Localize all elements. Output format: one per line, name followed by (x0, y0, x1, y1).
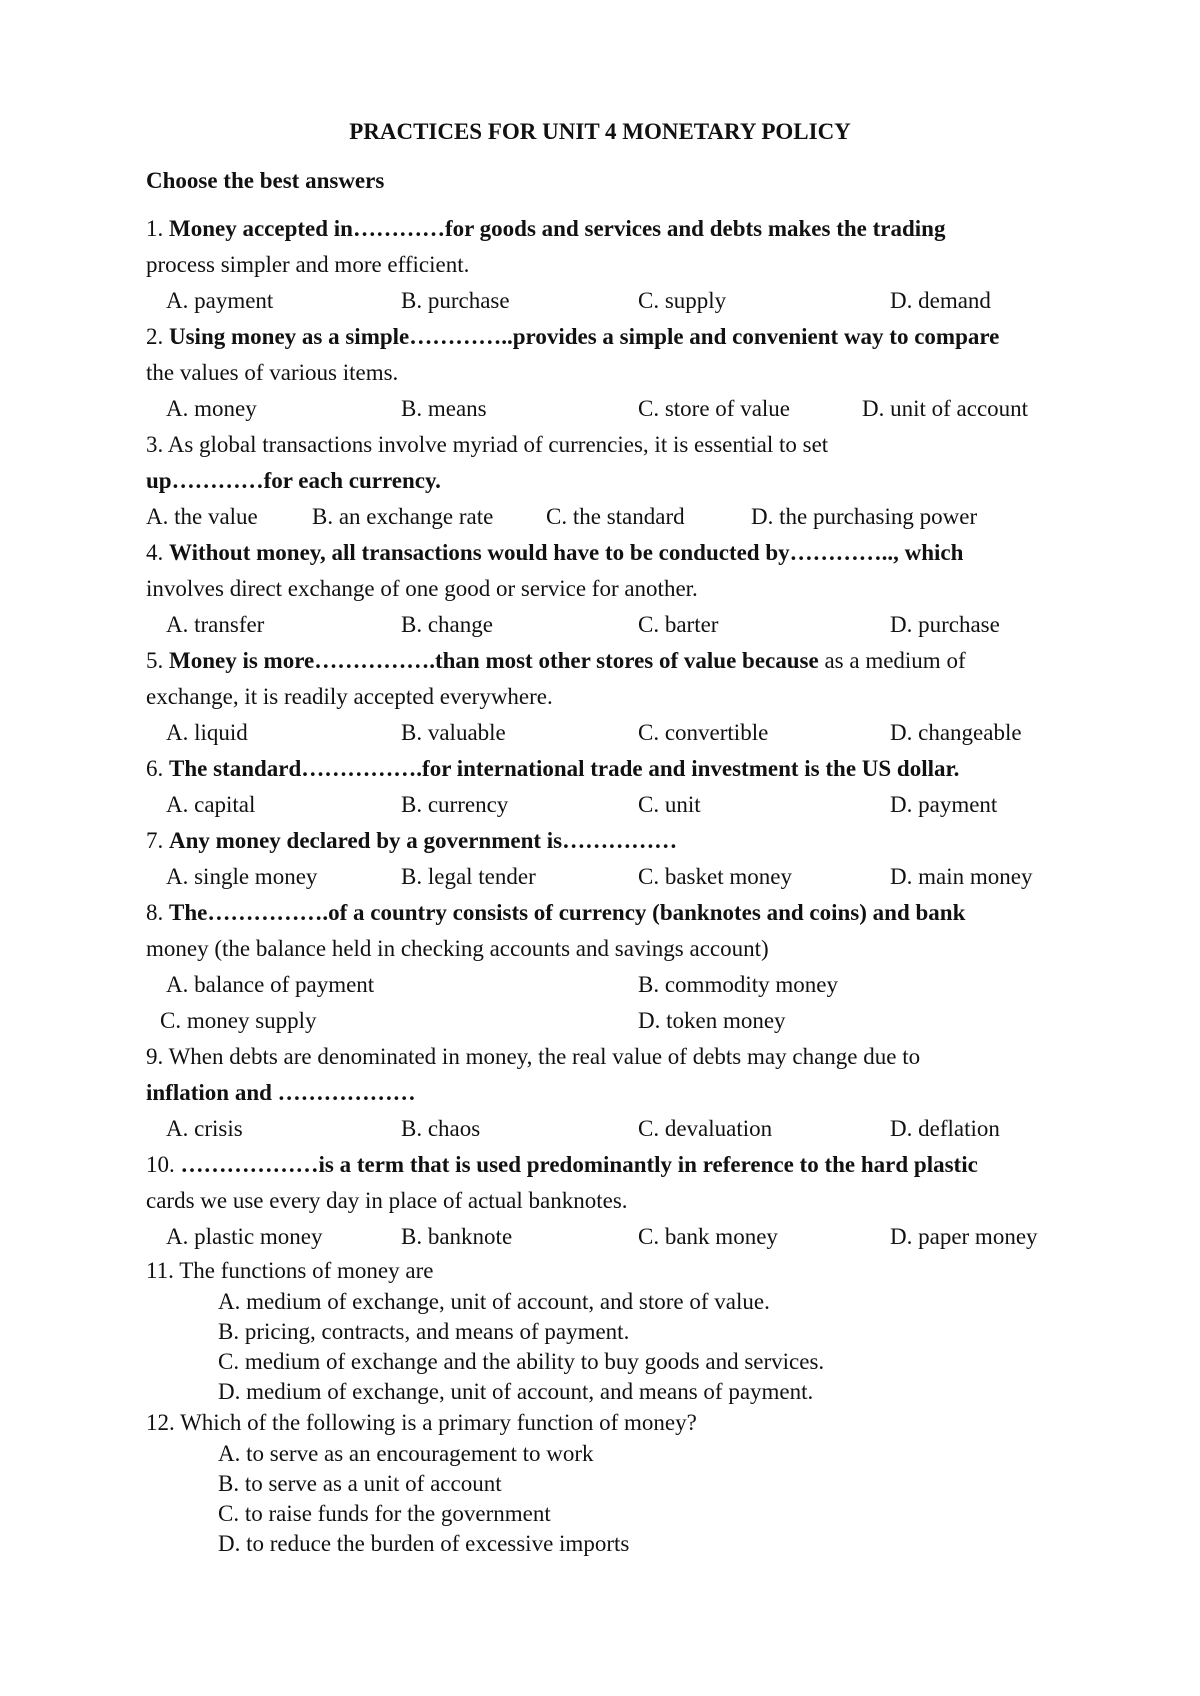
option-b: B. an exchange rate (312, 504, 494, 529)
answer-options (146, 1219, 1086, 1255)
option-c: C. bank money (638, 1224, 778, 1249)
answer-options (146, 787, 1086, 823)
option-b: B. means (401, 396, 487, 421)
option-d: D. unit of account (862, 396, 1029, 421)
question-number: 11. (146, 1258, 174, 1283)
answer-options (146, 715, 1086, 751)
question-number: 9. (146, 1044, 164, 1069)
question-stem (146, 1407, 1086, 1439)
question-1 (146, 211, 1086, 319)
question-text: Money accepted in…………for goods and services and debts makes the trading (169, 216, 946, 241)
question-10 (146, 1147, 1086, 1255)
question-text: Using money as a simple…………..provides a simple and convenient way to compare (169, 324, 1000, 349)
option-d: D. token money (638, 1008, 786, 1033)
question-7 (146, 823, 1086, 895)
question-6 (146, 751, 1086, 823)
question-number: 12. (146, 1410, 175, 1435)
option-c: C. unit (638, 792, 701, 817)
question-text: As global transactions involve myriad of currencies, it is essential to set (167, 432, 829, 457)
question-2 (146, 319, 1086, 427)
option-c: C. convertible (638, 720, 769, 745)
answer-options (146, 391, 1086, 427)
answer-options (146, 607, 1086, 643)
answer-options-row-1 (146, 967, 1086, 1003)
option-c: C. devaluation (638, 1116, 773, 1141)
instruction-heading: Choose the best answers (146, 168, 385, 193)
option-d: D. the purchasing power (751, 504, 978, 529)
question-9 (146, 1039, 1086, 1147)
option-a: A. medium of exchange, unit of account, and store of value. (218, 1289, 770, 1314)
option-a: A. the value (146, 504, 258, 529)
question-stem (146, 319, 1086, 355)
option-d: D. purchase (890, 612, 1000, 637)
option-a: A. payment (166, 288, 274, 313)
option-d: D. to reduce the burden of excessive imports (218, 1531, 630, 1556)
option-b: B. pricing, contracts, and means of payment. (218, 1319, 630, 1344)
option-b: B. to serve as a unit of account (218, 1471, 502, 1496)
option-a: A. plastic money (166, 1224, 323, 1249)
option-c: C. money supply (160, 1008, 317, 1033)
question-text-continued: money (the balance held in checking accounts and savings account) (146, 936, 769, 961)
option-b: B. change (401, 612, 493, 637)
question-stem (146, 1255, 1086, 1287)
question-stem (146, 427, 1086, 463)
answer-options (146, 859, 1086, 895)
page-title: PRACTICES FOR UNIT 4 MONETARY POLICY (349, 119, 851, 144)
question-stem (146, 1039, 1086, 1075)
question-stem (146, 643, 1086, 679)
option-c: C. medium of exchange and the ability to buy goods and services. (218, 1349, 825, 1374)
question-text-continued: process simpler and more efficient. (146, 252, 470, 277)
question-text-continued: inflation and ……………… (146, 1080, 416, 1105)
question-stem (146, 1147, 1086, 1183)
option-d: D. deflation (890, 1116, 1000, 1141)
answer-options (146, 1111, 1086, 1147)
option-c: C. store of value (638, 396, 791, 421)
question-number: 8. (146, 900, 164, 925)
question-text: Without money, all transactions would have to be conducted by………….., which (169, 540, 964, 565)
question-text-continued: up…………for each currency. (146, 468, 441, 493)
question-text: ………………is a term that is used predominantly in reference to the hard plastic (180, 1152, 978, 1177)
option-a: A. capital (166, 792, 256, 817)
question-stem (146, 895, 1086, 931)
question-text-continued: involves direct exchange of one good or service for another. (146, 576, 698, 601)
question-stem (146, 211, 1086, 247)
option-c: C. to raise funds for the government (218, 1501, 551, 1526)
question-list (146, 211, 1086, 1559)
option-d: D. paper money (890, 1224, 1038, 1249)
option-b: B. valuable (401, 720, 506, 745)
question-text: When debts are denominated in money, the real value of debts may change due to (168, 1044, 921, 1069)
question-stem (146, 751, 1086, 787)
question-5 (146, 643, 1086, 751)
option-b: B. chaos (401, 1116, 481, 1141)
question-text-continued: the values of various items. (146, 360, 399, 385)
question-text-tail: as a medium of (818, 648, 966, 673)
option-c: C. supply (638, 288, 727, 313)
question-11 (146, 1255, 1086, 1407)
option-c: C. barter (638, 612, 719, 637)
option-d: D. payment (890, 792, 998, 817)
question-8 (146, 895, 1086, 1039)
option-a: A. balance of payment (166, 972, 375, 997)
answer-options (146, 283, 1086, 319)
option-d: D. main money (890, 864, 1033, 889)
answer-options (146, 1439, 1086, 1559)
option-b: B. banknote (401, 1224, 513, 1249)
question-text: Any money declared by a government is…………… (169, 828, 678, 853)
question-text-continued: exchange, it is readily accepted everywhere. (146, 684, 553, 709)
answer-options (146, 499, 1086, 535)
answer-options-row-2 (146, 1003, 1086, 1039)
option-d: D. medium of exchange, unit of account, and means of payment. (218, 1379, 814, 1404)
question-text: The functions of money are (179, 1258, 434, 1283)
question-3 (146, 427, 1086, 535)
option-c: C. basket money (638, 864, 792, 889)
question-12 (146, 1407, 1086, 1559)
question-number: 2. (146, 324, 164, 349)
option-b: B. commodity money (638, 972, 838, 997)
option-a: A. single money (166, 864, 318, 889)
answer-options (146, 1287, 1086, 1407)
option-a: A. crisis (166, 1116, 243, 1141)
question-number: 6. (146, 756, 164, 781)
option-b: B. legal tender (401, 864, 536, 889)
question-number: 7. (146, 828, 164, 853)
option-d: D. changeable (890, 720, 1022, 745)
question-text: Which of the following is a primary function of money? (180, 1410, 697, 1435)
option-a: A. transfer (166, 612, 265, 637)
question-number: 5. (146, 648, 164, 673)
question-stem (146, 535, 1086, 571)
option-b: B. purchase (401, 288, 510, 313)
question-text: The…………….of a country consists of currency (banknotes and coins) and bank (169, 900, 966, 925)
question-number: 1. (146, 216, 164, 241)
question-4 (146, 535, 1086, 643)
option-b: B. currency (401, 792, 509, 817)
option-c: C. the standard (546, 504, 685, 529)
option-a: A. money (166, 396, 257, 421)
question-number: 3. (146, 432, 164, 457)
question-number: 4. (146, 540, 164, 565)
option-d: D. demand (890, 288, 991, 313)
question-text: Money is more…………….than most other stores of value because (169, 648, 819, 673)
question-text: The standard…………….for international trade and investment is the US dollar. (169, 756, 960, 781)
question-text-continued: cards we use every day in place of actual banknotes. (146, 1188, 628, 1213)
option-a: A. to serve as an encouragement to work (218, 1441, 594, 1466)
question-number: 10. (146, 1152, 175, 1177)
question-stem (146, 823, 1086, 859)
option-a: A. liquid (166, 720, 248, 745)
